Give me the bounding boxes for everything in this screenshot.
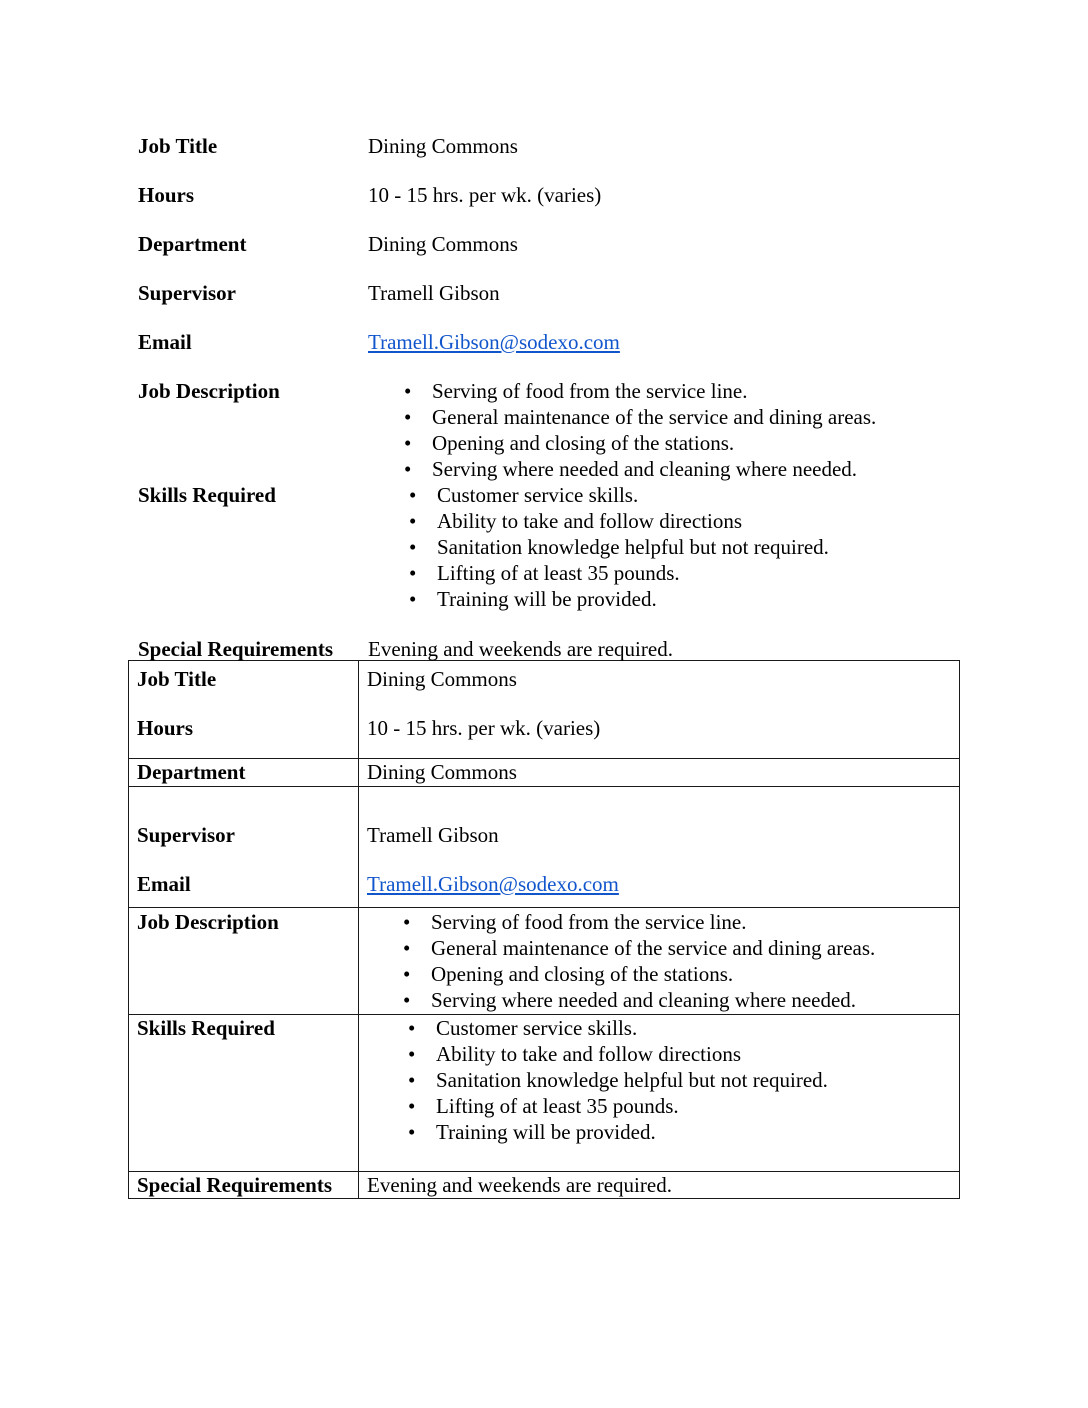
email-link[interactable]: Tramell.Gibson@sodexo.com [367, 872, 619, 896]
table-cell-title-hours-values [359, 661, 960, 759]
table-row-department [129, 759, 960, 787]
bullet-item: • Customer service skills. [406, 1015, 953, 1041]
bullet-item: • Lifting of at least 35 pounds. [406, 1093, 953, 1119]
department-label: Department [138, 232, 247, 256]
field-job-description [138, 378, 960, 482]
bullet-item: • Ability to take and follow directions [406, 1041, 953, 1067]
job-summary-plain-section [138, 133, 960, 660]
field-skills-required [138, 482, 960, 612]
bullet-item: • Customer service skills. [407, 482, 829, 508]
field-job-title [138, 133, 960, 159]
department-value: Dining Commons [359, 759, 960, 787]
table-cell-skills-required [359, 1015, 960, 1172]
bullet-item: • Lifting of at least 35 pounds. [407, 560, 829, 586]
supervisor-label: Supervisor [138, 281, 237, 305]
special-requirements-value: Evening and weekends are required. [359, 1172, 960, 1199]
skills-required-label: Skills Required [138, 483, 276, 507]
hours-value: 10 - 15 hrs. per wk. (varies) [367, 716, 601, 740]
bullet-item: • Serving where needed and cleaning where needed. [401, 987, 953, 1013]
email-value [368, 329, 960, 355]
job-title-label: Job Title [137, 667, 217, 691]
document-content [128, 133, 960, 1199]
special-requirements-label: Special Requirements [129, 1172, 359, 1199]
supervisor-value: Tramell Gibson [367, 823, 499, 847]
bullet-item: • General maintenance of the service and dining areas. [402, 404, 876, 430]
job-details-table [128, 660, 960, 1199]
special-requirements-label: Special Requirements [138, 637, 334, 661]
hours-label: Hours [138, 183, 195, 207]
bullet-item: • Sanitation knowledge helpful but not required. [406, 1067, 953, 1093]
field-hours [138, 182, 960, 208]
bullet-item: • Serving of food from the service line. [401, 909, 953, 935]
bullet-item: • Ability to take and follow directions [407, 508, 829, 534]
table-row-special-requirements [129, 1172, 960, 1199]
table-cell-supervisor-email-values [359, 787, 960, 908]
job-title-value: Dining Commons [368, 134, 518, 158]
field-supervisor [138, 280, 960, 306]
job-description-list [368, 378, 876, 482]
email-link[interactable]: Tramell.Gibson@sodexo.com [368, 330, 620, 354]
job-description-label: Job Description [138, 379, 280, 403]
table-row-job-description [129, 908, 960, 1015]
bullet-item: • Sanitation knowledge helpful but not required. [407, 534, 829, 560]
supervisor-value: Tramell Gibson [368, 281, 500, 305]
skills-required-label: Skills Required [129, 1015, 359, 1172]
skills-required-list [368, 482, 829, 612]
bullet-item: • Training will be provided. [407, 586, 829, 612]
bullet-item: • Training will be provided. [406, 1119, 953, 1145]
department-label: Department [129, 759, 359, 787]
table-cell-supervisor-email-labels [129, 787, 359, 908]
bullet-item: • Serving where needed and cleaning where needed. [402, 456, 876, 482]
skills-required-list [367, 1015, 953, 1145]
table-row-skills-required [129, 1015, 960, 1172]
email-value [367, 871, 953, 897]
special-requirements-value: Evening and weekends are required. [368, 637, 673, 661]
field-special-requirements [138, 638, 960, 660]
table-row-title-hours [129, 661, 960, 759]
email-label: Email [137, 872, 191, 896]
department-value: Dining Commons [368, 232, 518, 256]
supervisor-label: Supervisor [137, 823, 236, 847]
job-title-label: Job Title [138, 134, 218, 158]
field-department [138, 231, 960, 257]
hours-label: Hours [137, 716, 194, 740]
job-description-list [367, 909, 953, 1013]
job-description-label: Job Description [129, 908, 359, 1015]
email-label: Email [138, 330, 192, 354]
bullet-item: • Serving of food from the service line. [402, 378, 876, 404]
field-email [138, 329, 960, 355]
job-title-value: Dining Commons [367, 667, 517, 691]
table-row-supervisor-email [129, 787, 960, 908]
table-cell-job-description [359, 908, 960, 1015]
bullet-item: • General maintenance of the service and dining areas. [401, 935, 953, 961]
bullet-item: • Opening and closing of the stations. [401, 961, 953, 987]
table-cell-title-hours-labels [129, 661, 359, 759]
hours-value: 10 - 15 hrs. per wk. (varies) [368, 183, 602, 207]
bullet-item: • Opening and closing of the stations. [402, 430, 876, 456]
